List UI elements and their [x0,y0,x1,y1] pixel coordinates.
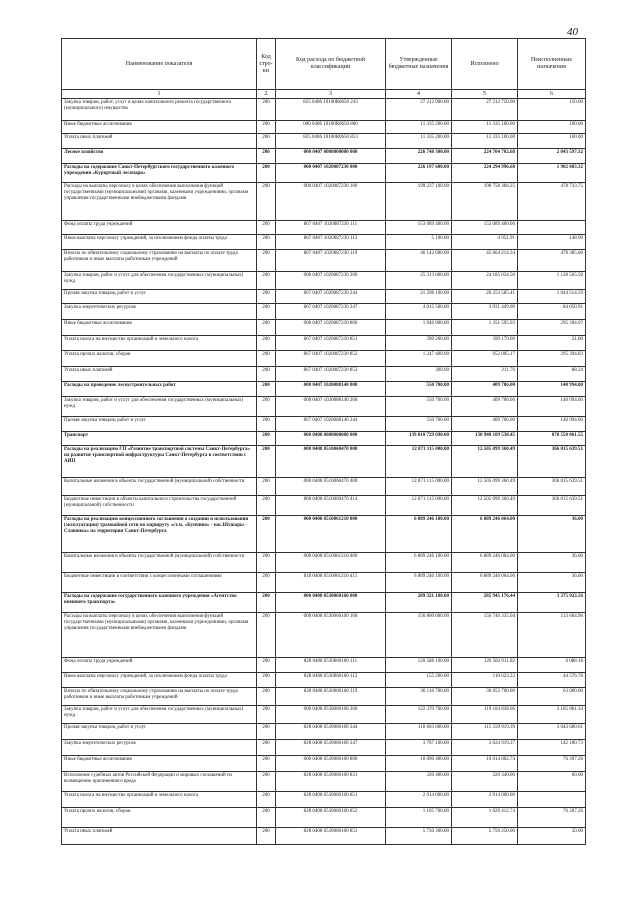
cell-executed: 1 351 595.93 [452,320,518,336]
cell-code: 000 0408 0530060160 000 [276,593,386,613]
table-row [62,446,586,478]
cell-code: 867 0407 1020087230 244 [276,290,386,304]
cell-approved: 11 335 200.00 [386,121,452,134]
cell-name: Уплата прочих налогов, сборов [62,808,257,828]
column-number: 6 [518,90,586,99]
cell-executed: 110 623.22 [452,673,518,688]
cell-approved: 139 810 729 690.00 [386,432,452,446]
cell-line: 200 [257,828,276,845]
cell-executed: 27 212 750.00 [452,99,518,121]
table-row [62,432,586,446]
table-row [62,397,586,417]
cell-name: Иные бюджетные ассигнования [62,121,257,134]
cell-code: 828 0408 0530060160 244 [276,724,386,740]
cell-approved: 399 200.00 [386,336,452,351]
cell-name: Прочая закупка товаров, работ и услуг [62,290,257,304]
cell-unexecuted: 3 043 680.61 [518,724,586,740]
cell-unexecuted: 295 394.83 [518,351,586,367]
table-header-row [62,39,586,90]
cell-name: Закупка товаров, работ и услуг для обеспечения государственных (муниципальных) нужд [62,706,257,724]
cell-line: 200 [257,149,276,164]
cell-approved: 1 247 400.00 [386,351,452,367]
cell-executed: 120 582 011.82 [452,658,518,673]
cell-executed: 952 005.17 [452,351,518,367]
cell-executed: 12 505 099 360.49 [452,446,518,478]
header-unexecuted: Неисполненные назначения [518,39,586,90]
cell-executed: 36 053 700.00 [452,688,518,706]
cell-name: Бюджетные инвестиции в объекты капитального строительства государственной (муниципальной) собственности [62,496,257,516]
cell-approved: 226 197 600.00 [386,164,452,183]
cell-code: 000 0408 0510061210 400 [276,553,386,573]
cell-line: 200 [257,688,276,706]
cell-code: 000 0408 0530060160 100 [276,613,386,658]
cell-executed: 119 184 838.66 [452,706,518,724]
table-row [62,724,586,740]
cell-name: Лесное хозяйство [62,149,257,164]
table-row [62,272,586,290]
cell-code: 828 0408 0530060160 119 [276,688,386,706]
cell-approved: 320 400.00 [386,772,452,792]
cell-code: 000 0408 0510060470 400 [276,478,386,496]
table-row [62,235,586,250]
cell-code: 000 0406 10100R0650 800 [276,121,386,134]
cell-line: 200 [257,432,276,446]
cell-unexecuted: 113 664.96 [518,613,586,658]
cell-approved: 2 914 000.00 [386,792,452,808]
cell-approved: 25 313 600.00 [386,272,452,290]
cell-code: 867 0407 1020088140 244 [276,417,386,432]
cell-code: 868 0408 0510060470 414 [276,496,386,516]
expenditure-table [61,38,586,845]
cell-unexecuted: 100.00 [518,134,586,149]
cell-executed: 211.76 [452,367,518,382]
cell-approved: 300.00 [386,367,452,382]
cell-line: 200 [257,367,276,382]
column-number: 5 [452,90,518,99]
cell-code: 828 0408 0530060160 851 [276,792,386,808]
table-row [62,417,586,432]
cell-name: Прочая закупка товаров, работ и услуг [62,724,257,740]
cell-executed: 138 940 189 538.45 [452,432,518,446]
table-row [62,351,586,367]
cell-code: 828 0408 0530060160 852 [276,808,386,828]
table-row [62,134,586,149]
cell-code: 000 0407 1020088140 200 [276,397,386,417]
cell-line: 200 [257,496,276,516]
cell-approved: 6 889 246 100.00 [386,516,452,553]
cell-unexecuted: 3 375 923.56 [518,593,586,613]
table-row [62,221,586,235]
table-row [62,658,586,673]
cell-unexecuted: 76 397.26 [518,756,586,772]
cell-approved: 12 871 115 000.00 [386,478,452,496]
cell-approved: 199 237 100.00 [386,183,452,221]
table-row [62,673,586,688]
cell-name: Расходы на содержание государственного казенного учреждения «Агентство внешнего транспорта» [62,593,257,613]
table-row [62,756,586,772]
cell-executed: 115 559 919.39 [452,724,518,740]
cell-code: 000 0407 0000000000 000 [276,149,386,164]
cell-unexecuted: 44 576.78 [518,673,586,688]
table-row [62,290,586,304]
cell-code: 818 0408 0510061210 415 [276,573,386,593]
cell-line: 200 [257,183,276,221]
cell-code: 000 0407 1020087230 100 [276,183,386,221]
cell-executed: 409 706.00 [452,397,518,417]
header-expense-code: Код расхода по бюджетной классификации [276,39,386,90]
cell-line: 200 [257,593,276,613]
cell-unexecuted: 478 733.75 [518,183,586,221]
cell-executed: 6 889 246 064.00 [452,573,518,593]
cell-name: Расходы на реализацию ГП «Развитие транспортной системы Санкт-Петербурга» на развитие транспортной инфраструктуры Санкт-Петербурга в соответствии с АИП [62,446,257,478]
cell-name: Иные бюджетные ассигнования [62,756,257,772]
cell-code: 000 0407 1020087230 800 [276,320,386,336]
cell-executed: 153 089 400.00 [452,221,518,235]
cell-line: 200 [257,235,276,250]
cell-line: 200 [257,478,276,496]
cell-code: 867 0407 1020087230 112 [276,235,386,250]
cell-name: Уплата налога на имущество организаций и земельного налога [62,336,257,351]
cell-approved: 5 100.00 [386,235,452,250]
cell-line: 200 [257,613,276,658]
cell-name: Расходы на выплаты персоналу в целях обеспечения выполнения функций государственными (муниципальными) органами, казенными учреждениями, органами управления государственными внебюджетными фондами [62,183,257,221]
page-number: 40 [567,26,578,38]
cell-approved: 226 748 300.00 [386,149,452,164]
cell-executed: 6 889 246 064.00 [452,516,518,553]
cell-unexecuted: 60.00 [518,772,586,792]
cell-executed: 399 179.00 [452,336,518,351]
cell-name: Иные бюджетные ассигнования [62,320,257,336]
cell-code: 825 0406 10100R0650 243 [276,99,386,121]
cell-name: Исполнение судебных актов Российской Федерации и мировых соглашений по возмещению причиненного вреда [62,772,257,792]
cell-name: Прочая закупка товаров, работ и услуг [62,417,257,432]
cell-unexecuted: 140 994.00 [518,397,586,417]
cell-unexecuted: 3 185 861.34 [518,706,586,724]
cell-executed: 12 505 099 360.49 [452,496,518,516]
cell-line: 200 [257,446,276,478]
table-row [62,593,586,613]
cell-line: 200 [257,134,276,149]
cell-unexecuted: 295 304.07 [518,320,586,336]
cell-executed: 409 706.00 [452,417,518,432]
cell-approved: 4 015 500.00 [386,304,452,320]
cell-name: Закупка товаров, работ и услуг для обеспечения государственных (муниципальных) нужд [62,397,257,417]
cell-unexecuted: 6 088.18 [518,658,586,673]
cell-approved: 21 298 100.00 [386,290,452,304]
cell-line: 200 [257,673,276,688]
cell-executed: 5 750 250.00 [452,828,518,845]
header-line-code: Код стро-ки [257,39,276,90]
cell-line: 200 [257,304,276,320]
cell-line: 200 [257,250,276,272]
cell-approved: 550 700.00 [386,382,452,397]
table-row [62,496,586,516]
table-row [62,792,586,808]
table-row [62,740,586,756]
table-row [62,808,586,828]
cell-code: 000 0407 1020087230 000 [276,164,386,183]
cell-name: Транспорт [62,432,257,446]
cell-unexecuted: 36.00 [518,573,586,593]
cell-code: 828 0408 0530060160 831 [276,772,386,792]
cell-code: 825 0406 10100R0650 853 [276,134,386,149]
cell-unexecuted: 88.24 [518,367,586,382]
cell-line: 200 [257,516,276,553]
cell-code: 867 0407 1020087230 119 [276,250,386,272]
cell-unexecuted: 84 050.91 [518,304,586,320]
cell-line: 200 [257,351,276,367]
cell-unexecuted: 140 994.00 [518,417,586,432]
cell-line: 200 [257,320,276,336]
cell-name: Расходы на содержание Санкт-Петербургского государственного казенного учреждения «Курортный лесопарк» [62,164,257,183]
cell-approved: 27 212 900.00 [386,99,452,121]
cell-executed: 2 914 000.00 [452,792,518,808]
cell-executed: 156 746 335.04 [452,613,518,658]
cell-line: 200 [257,658,276,673]
cell-name: Взносы по обязательному социальному страхованию на выплаты по оплате труда работников и иные выплаты работникам учреждений [62,688,257,706]
cell-name: Бюджетные инвестиции в соответствии с концессионными соглашениями [62,573,257,593]
cell-approved: 289 321 100.00 [386,593,452,613]
cell-code: 000 0408 0510060470 000 [276,446,386,478]
cell-line: 200 [257,724,276,740]
cell-unexecuted: 1 128 565.50 [518,272,586,290]
cell-unexecuted: 366 015 639.51 [518,478,586,496]
table-row [62,828,586,845]
cell-line: 200 [257,164,276,183]
cell-unexecuted: 2 043 597.32 [518,149,586,164]
cell-executed: 6 889 246 064.00 [452,553,518,573]
header-executed: Исполнено [452,39,518,90]
cell-unexecuted: 50.00 [518,828,586,845]
cell-code: 828 0408 0530060160 247 [276,740,386,756]
cell-approved: 550 700.00 [386,417,452,432]
cell-executed: 12 505 099 360.49 [452,478,518,496]
cell-code: 867 0407 1020087230 851 [276,336,386,351]
cell-name: Закупка энергетических ресурсов [62,304,257,320]
table-row [62,183,586,221]
table-row [62,250,586,272]
cell-unexecuted: 142 180.73 [518,740,586,756]
cell-executed: 224 704 702.68 [452,149,518,164]
cell-line: 200 [257,382,276,397]
table-row [62,99,586,121]
cell-approved: 6 889 246 100.00 [386,553,452,573]
cell-approved: 156 860 000.00 [386,613,452,658]
cell-approved: 1 105 700.00 [386,808,452,828]
cell-executed: 11 335 100.00 [452,134,518,149]
cell-unexecuted: 1 044 514.59 [518,290,586,304]
cell-unexecuted: 36.00 [518,516,586,553]
header-approved: Утвержденные бюджетные назначения [386,39,452,90]
cell-approved: 122 370 700.00 [386,706,452,724]
cell-line: 200 [257,553,276,573]
cell-code: 000 0408 0530060160 200 [276,706,386,724]
cell-approved: 12 871 115 000.00 [386,446,452,478]
column-number-row [62,90,586,99]
cell-code: 000 0407 1020087230 200 [276,272,386,290]
cell-unexecuted: 366 015 639.51 [518,446,586,478]
cell-line: 200 [257,706,276,724]
cell-name: Закупка товаров, работ и услуг для обеспечения государственных (муниципальных) нужд [62,272,257,290]
cell-unexecuted: 100.00 [518,121,586,134]
table-row [62,573,586,593]
cell-code: 828 0408 0530060160 111 [276,658,386,673]
table-row [62,613,586,658]
cell-line: 200 [257,756,276,772]
cell-line: 200 [257,417,276,432]
cell-name: Иные выплаты персоналу учреждений, за исключением фонда оплаты труда [62,673,257,688]
cell-approved: 118 603 600.00 [386,724,452,740]
cell-unexecuted: 148.09 [518,235,586,250]
cell-unexecuted [518,792,586,808]
table-row [62,304,586,320]
cell-name: Уплата иных платежей [62,367,257,382]
cell-unexecuted: 63 000.00 [518,688,586,706]
cell-executed: 10 014 002.74 [452,756,518,772]
cell-executed: 24 185 034.50 [452,272,518,290]
cell-approved: 3 767 100.00 [386,740,452,756]
cell-line: 200 [257,121,276,134]
cell-name: Закупка товаров, работ, услуг в целях капитального ремонта государственного (муниципального) имущества [62,99,257,121]
cell-name: Расходы на выплаты персоналу в целях обеспечения выполнения функций государственными (муниципальными) органами, казенными учреждениями, органами управления государственными внебюджетными фондами [62,613,257,658]
cell-line: 200 [257,772,276,792]
cell-unexecuted: 36.00 [518,553,586,573]
cell-approved: 5 750 300.00 [386,828,452,845]
cell-code: 828 0408 0530060160 112 [276,673,386,688]
cell-name: Уплата прочих налогов, сборов [62,351,257,367]
table-row [62,336,586,351]
cell-unexecuted: 366 015 639.51 [518,496,586,516]
header-name: Наименование показателя [62,39,257,90]
cell-executed: 198 758 366.25 [452,183,518,221]
table-row [62,553,586,573]
cell-executed: 224 294 996.68 [452,164,518,183]
cell-name: Капитальные вложения в объекты государственной (муниципальной) собственности [62,553,257,573]
cell-line: 200 [257,573,276,593]
cell-approved: 11 335 200.00 [386,134,452,149]
table-row [62,367,586,382]
cell-executed: 11 335 100.00 [452,121,518,134]
cell-executed: 1 029 412.74 [452,808,518,828]
cell-line: 200 [257,336,276,351]
cell-code: 867 0407 1020087230 853 [276,367,386,382]
table-row [62,164,586,183]
cell-line: 200 [257,99,276,121]
cell-approved: 6 889 246 100.00 [386,573,452,593]
cell-unexecuted: 478 385.66 [518,250,586,272]
cell-executed: 409 706.00 [452,382,518,397]
cell-approved: 12 871 115 000.00 [386,496,452,516]
column-number: 2 [257,90,276,99]
cell-executed: 45 664 214.34 [452,250,518,272]
cell-line: 200 [257,792,276,808]
cell-executed: 3 931 449.09 [452,304,518,320]
cell-approved: 36 116 700.00 [386,688,452,706]
cell-name: Фонд оплаты труда учреждений [62,221,257,235]
cell-approved: 120 588 100.00 [386,658,452,673]
cell-line: 200 [257,740,276,756]
cell-unexecuted: 150.00 [518,99,586,121]
cell-line: 200 [257,272,276,290]
cell-unexecuted [518,221,586,235]
cell-approved: 1 646 900.00 [386,320,452,336]
cell-executed: 320 340.00 [452,772,518,792]
cell-name: Уплата налога на имущество организаций и земельного налога [62,792,257,808]
cell-approved: 155 200.00 [386,673,452,688]
table-row [62,516,586,553]
table-row [62,772,586,792]
cell-code: 828 0408 0530060160 853 [276,828,386,845]
cell-code: 867 0407 1020087230 852 [276,351,386,367]
cell-code: 867 0407 1020087230 111 [276,221,386,235]
cell-executed: 4 951.91 [452,235,518,250]
cell-executed: 20 253 585.41 [452,290,518,304]
cell-unexecuted: 76 287.26 [518,808,586,828]
cell-code: 867 0407 1020087230 247 [276,304,386,320]
cell-name: Уплата иных платежей [62,828,257,845]
cell-code: 000 0408 0000000000 000 [276,432,386,446]
table-row [62,121,586,134]
column-number: 4 [386,90,452,99]
cell-approved: 46 142 600.00 [386,250,452,272]
cell-code: 000 0407 1020088140 000 [276,382,386,397]
column-number: 3 [276,90,386,99]
cell-line: 200 [257,290,276,304]
cell-approved: 550 700.00 [386,397,452,417]
cell-name: Иные выплаты персоналу учреждений, за исключением фонда оплаты труда [62,235,257,250]
cell-code: 000 0408 0530060160 800 [276,756,386,772]
cell-unexecuted: 1 902 603.32 [518,164,586,183]
cell-approved: 10 090 400.00 [386,756,452,772]
cell-unexecuted: 21.00 [518,336,586,351]
column-number: 1 [62,90,257,99]
cell-line: 200 [257,221,276,235]
cell-name: Закупка энергетических ресурсов [62,740,257,756]
table-row [62,688,586,706]
cell-line: 200 [257,397,276,417]
cell-name: Расходы на проведение лесоустроительных работ [62,382,257,397]
cell-executed: 285 945 176.44 [452,593,518,613]
cell-executed: 3 624 919.27 [452,740,518,756]
cell-unexecuted: 870 550 061.55 [518,432,586,446]
cell-name: Взносы по обязательному социальному страхованию на выплаты по оплате труда работников и иные выплаты работникам учреждений [62,250,257,272]
table-row [62,382,586,397]
cell-name: Уплата иных платежей [62,134,257,149]
table-row [62,320,586,336]
cell-name: Фонд оплаты труда учреждений [62,658,257,673]
cell-approved: 153 089 400.00 [386,221,452,235]
table-row [62,706,586,724]
cell-name: Расходы на реализацию концессионного соглашения о создании и использовании (эксплуатации) трамвайной сети по маршруту «ст.м. «Купчино» - пос.Шушары - Славянка» на территории Санкт-Петербурга [62,516,257,553]
cell-unexecuted: 140 994.00 [518,382,586,397]
table-row [62,478,586,496]
cell-code: 000 0408 0510061210 000 [276,516,386,553]
cell-line: 200 [257,808,276,828]
table-row [62,149,586,164]
cell-name: Капитальные вложения в объекты государственной (муниципальной) собственности [62,478,257,496]
